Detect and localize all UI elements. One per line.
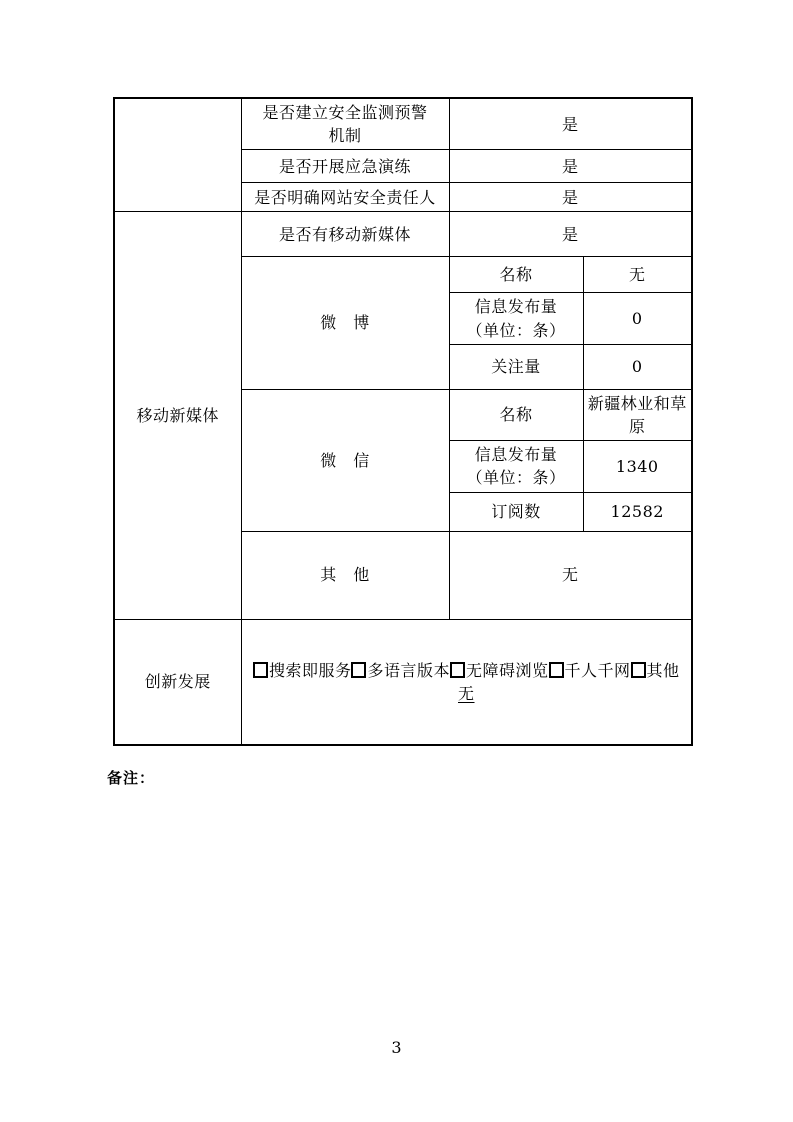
innovation-fill-line [246, 682, 688, 705]
innovation-options-cell [241, 619, 692, 745]
sub-value-posts: 0 [583, 293, 692, 344]
label-line: 机制 [328, 126, 362, 146]
annual-report-table [113, 97, 693, 746]
section-cell-continued [114, 98, 241, 212]
label-line: （单位：条） [466, 320, 566, 340]
page-number: 3 [391, 1038, 402, 1057]
notes-label: 备注： [107, 769, 156, 787]
group-label-other: 其 他 [241, 531, 449, 619]
innovation-options-line [246, 659, 688, 682]
row-value: 是 [449, 183, 692, 212]
sub-label-subscribers: 订阅数 [449, 492, 583, 531]
table-row [114, 619, 692, 745]
section-label-mobile-media: 移动新媒体 [114, 212, 241, 619]
checkbox-label: 其他 [646, 660, 680, 680]
row-value: 是 [449, 98, 692, 150]
checkbox-label: 千人千网 [564, 660, 631, 680]
sub-label-posts [449, 441, 583, 492]
checkbox-label: 搜索即服务 [268, 660, 352, 680]
checkbox-icon [631, 662, 646, 678]
table-row [114, 212, 692, 257]
checkbox-icon [253, 662, 268, 678]
row-label-security-monitoring [241, 98, 449, 150]
table-row [114, 98, 692, 150]
sub-value-name: 新疆林业和草原 [583, 389, 692, 440]
sub-value-posts: 1340 [583, 441, 692, 492]
checkbox-icon [450, 662, 465, 678]
label-line: 信息发布量 [474, 445, 558, 465]
label-line: 是否建立安全监测预警 [262, 103, 428, 122]
label-line: 信息发布量 [474, 297, 558, 317]
section-label-innovation: 创新发展 [114, 619, 241, 745]
row-value: 是 [449, 212, 692, 257]
sub-label-name: 名称 [449, 389, 583, 440]
innovation-fill-value: 无 [458, 683, 475, 703]
label-line: （单位：条） [466, 468, 566, 488]
group-label-weibo: 微 博 [241, 257, 449, 389]
checkbox-icon [549, 662, 564, 678]
row-label-emergency-drill: 是否开展应急演练 [241, 150, 449, 183]
sub-value-subscribers: 12582 [583, 492, 692, 531]
sub-label-posts [449, 293, 583, 344]
sub-label-name: 名称 [449, 257, 583, 293]
row-label-security-officer: 是否明确网站安全责任人 [241, 183, 449, 212]
checkbox-label: 无障碍浏览 [466, 660, 549, 680]
row-value: 是 [449, 150, 692, 183]
group-label-wechat: 微 信 [241, 389, 449, 531]
checkbox-icon [351, 662, 366, 678]
checkbox-label: 多语言版本 [367, 660, 450, 680]
sub-label-followers: 关注量 [449, 344, 583, 389]
sub-value-name: 无 [583, 257, 692, 293]
row-label-has-mobile-media: 是否有移动新媒体 [241, 212, 449, 257]
sub-value-followers: 0 [583, 344, 692, 389]
row-value: 无 [449, 531, 692, 619]
